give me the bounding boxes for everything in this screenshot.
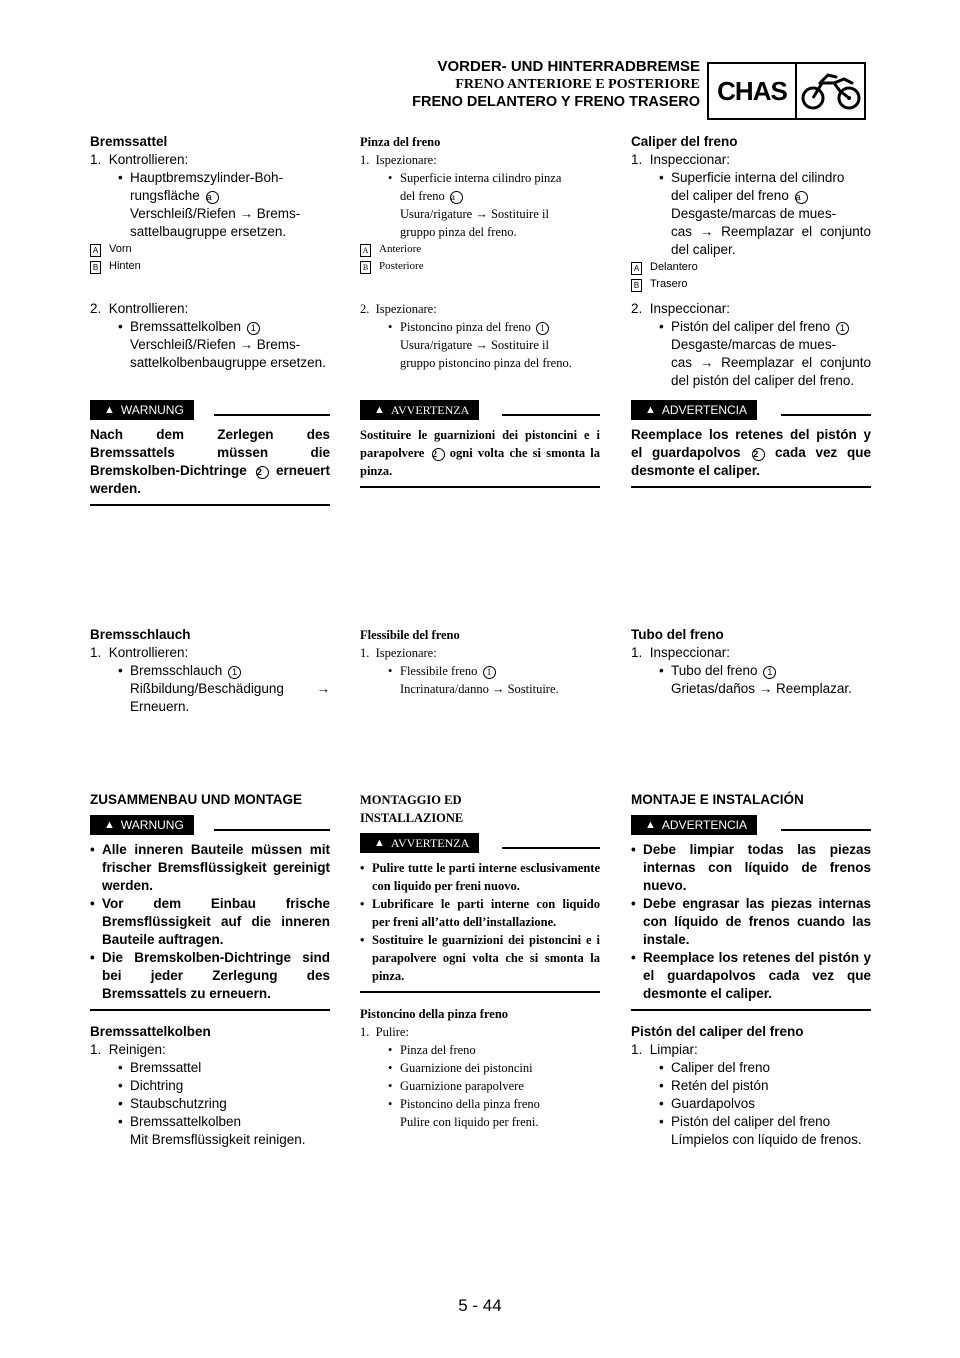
callout-1: 1 — [247, 322, 260, 335]
warning-icon: ▲ — [104, 819, 115, 831]
assembly-section-es: MONTAJE E INSTALACIÓN ▲ ADVERTENCIA • Debe limpiar todas las piezas internas con líquido de frenos nuevo. • Debe engrasar las piezas internas con líquido de frenos cuando las instale. • Reemplace los retenes del pistón y el guardapolvos cada vez que desmonte el caliper. Pistón del caliper del freno 1. Limpiar: • Caliper del freno • Retén del pistón • Guardapolvos • Pistón del caliper del freno Límpielos con líquido de frenos. — [631, 791, 871, 1149]
warning-icon: ▲ — [645, 404, 656, 416]
warning-badge: ▲ ADVERTENCIA — [631, 400, 757, 420]
assembly-section-it: MONTAGGIO ED INSTALLAZIONE ▲ AVVERTENZA • Pulire tutte le parti interne esclusivamente con liquido per freni nuovo. • Lubrificare le parti interne con liquido per freni all’atto dell’installazione. • Sostituire le guarnizioni dei pistoncini e i parapolvere ogni volta che si smonta la pinza. Pistoncino della pinza freno 1. Pulire: • Pinza del freno • Guarnizione dei pistoncini • Guarnizione parapolvere • Pistoncino della pinza freno Pulire con liquido per freni. — [360, 791, 600, 1131]
hose-section-it: Flessibile del freno 1. Ispezionare: • Flessibile freno 1 Incrinatura/danno → Sostituire. — [360, 626, 600, 698]
warning-icon: ▲ — [374, 837, 385, 849]
piston-inspect-it: 2. Ispezionare: • Pistoncino pinza del freno 1 Usura/rigature → Sostituire il gruppo pistoncino pinza del freno. — [360, 300, 600, 372]
section-title: Bremssattel — [90, 134, 168, 149]
warning-box-it: ▲ AVVERTENZA Sostituire le guarnizioni dei pistoncini e i parapolvere 2 ogni volta che si smonta la pinza. — [360, 400, 600, 488]
warning-icon: ▲ — [374, 404, 385, 416]
section-title: ZUSAMMENBAU UND MONTAGE — [90, 792, 302, 807]
legend-rear: B Hinten — [90, 258, 330, 275]
step-1: 1. Kontrollieren: — [90, 152, 189, 167]
section-label: CHAS — [709, 64, 797, 118]
header-title-de: VORDER- UND HINTERRADBREMSE — [437, 58, 700, 75]
caliper-section-es: Caliper del freno 1. Inspeccionar: • Superficie interna del cilindro del caliper del freno a Desgaste/marcas de mues- cas → Reemplazar el conjunto del caliper. A Delantero B Trasero — [631, 133, 871, 293]
warning-box-de — [90, 400, 330, 506]
hose-section-es: Tubo del freno 1. Inspeccionar: • Tubo del freno 1 Grietas/daños → Reemplazar. — [631, 626, 871, 698]
section-badge — [707, 62, 866, 120]
step-2: 2. Kontrollieren: — [90, 301, 189, 316]
piston-inspect-es: 2. Inspeccionar: • Pistón del caliper del freno 1 Desgaste/marcas de mues- cas → Reemplazar el conjunto del pistón del caliper del freno. — [631, 300, 871, 390]
page-number: 5 - 44 — [458, 1296, 502, 1315]
warning-badge: ▲ WARNUNG — [90, 815, 194, 835]
warning-box-es: ▲ ADVERTENCIA Reemplace los retenes del pistón y el guardapolvos 2 cada vez que desmonte el caliper. — [631, 400, 871, 488]
header-title-es: FRENO DELANTERO Y FRENO TRASERO — [412, 94, 700, 110]
assembly-section-de: ZUSAMMENBAU UND MONTAGE ▲ WARNUNG • Alle inneren Bauteile müssen mit frischer Bremsflüssigkeit gereinigt werden. • Vor dem Einbau frische Bremsflüssigkeit auf die inneren Bauteile auftragen. • Die Bremskolben-Dichtringe sind bei jeder Zerlegung des Bremssattels zu erneuern. Bremssattelkolben 1. Reinigen: • Bremssattel • Dichtring • Staubschutzring • Bremssattelkolben Mit Bremsflüssigkeit reinigen. — [90, 791, 330, 1149]
warning-badge: ▲ WARNUNG — [90, 400, 194, 420]
warning-badge: ▲ ADVERTENCIA — [631, 815, 757, 835]
callout-a: a — [206, 191, 219, 204]
warning-icon: ▲ — [645, 819, 656, 831]
hose-section-de: Bremsschlauch 1. Kontrollieren: • Bremsschlauch 1 Rißbildung/Beschädigung → Erneuern. — [90, 626, 330, 716]
warning-icon: ▲ — [104, 404, 115, 416]
legend-front: A Vorn — [90, 241, 330, 258]
motorcycle-icon — [797, 64, 864, 118]
page-header — [360, 58, 700, 111]
warning-badge: ▲ AVVERTENZA — [360, 400, 479, 420]
header-title-it: FRENO ANTERIORE E POSTERIORE — [455, 77, 700, 92]
warning-badge: ▲ AVVERTENZA — [360, 833, 479, 853]
piston-inspect-de: 2. Kontrollieren: • Bremssattelkolben 1 Verschleiß/Riefen → Brems- sattelkolbenbaugruppe ersetzen. — [90, 300, 330, 372]
warning-list: • Alle inneren Bauteile müssen mit frischer Bremsflüssigkeit gereinigt werden. • Vor dem Einbau frische Bremsflüssigkeit auf die inneren Bauteile auftragen. • Die Bremskolben-Dichtringe sind bei jeder Zerlegung des Bremssattels zu erneuern. — [90, 841, 330, 1011]
section-title: Bremsschlauch — [90, 627, 191, 642]
warning-text: Nach dem Zerlegen des Bremssattels müssen die Bremskolben-Dichtringe 2 erneuert werden. — [90, 426, 330, 506]
bullet-item: • Hauptbremszylinder-Boh- — [90, 169, 330, 187]
caliper-section-de: Bremssattel 1. Kontrollieren: • Hauptbremszylinder-Boh- rungsfläche a Verschleiß/Riefen → Brems- sattelbaugruppe ersetzen. A Vorn B Hinten — [90, 133, 330, 275]
caliper-section-it: Pinza del freno 1. Ispezionare: • Superficie interna cilindro pinza del freno a Usura/rigature → Sostituire il gruppo pinza del freno. A Anteriore B Posteriore — [360, 133, 600, 275]
